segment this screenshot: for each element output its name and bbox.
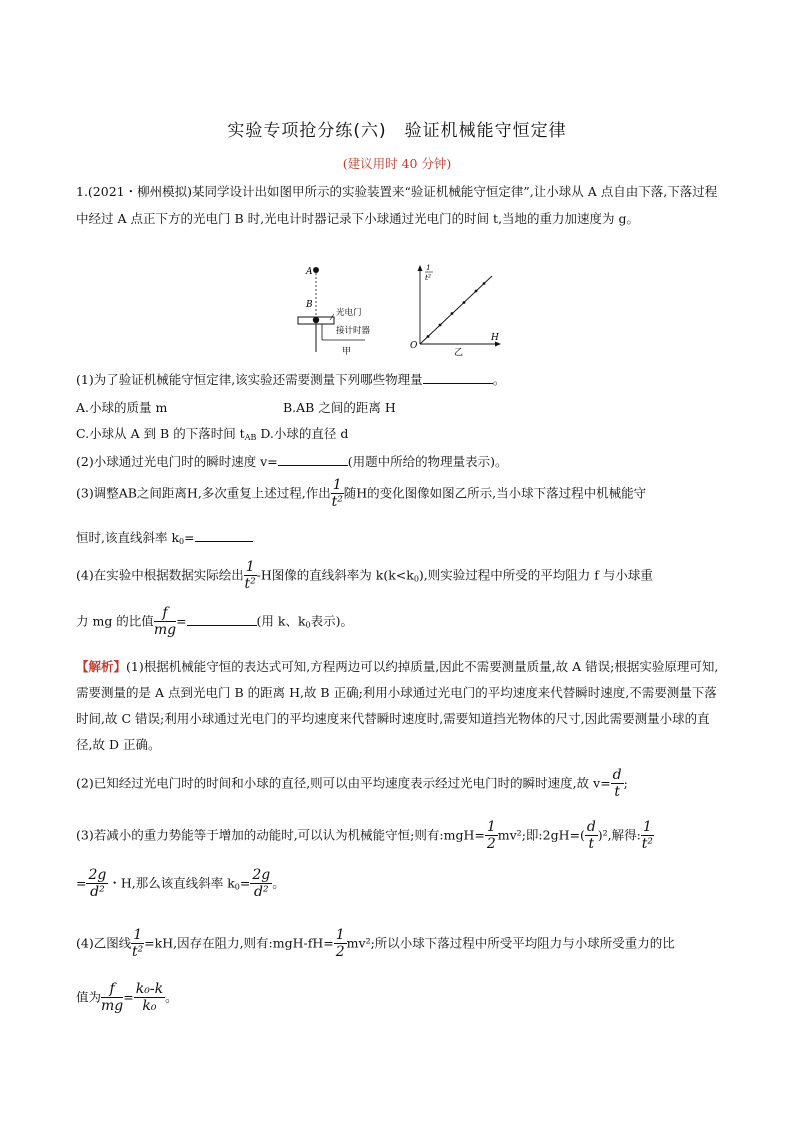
point-a [313, 267, 319, 273]
option-a: A.小球的质量 m [76, 400, 168, 415]
origin-o: O [410, 341, 418, 351]
data-point [463, 301, 466, 304]
ball [313, 317, 319, 323]
analysis-tag: 【解析】 [76, 659, 127, 674]
figure-yi [406, 262, 506, 357]
fraction-1-over-t2: $\frac{1}{\text{t²}}$ [132, 927, 144, 960]
ylabel-den: t² [425, 273, 432, 282]
page-title: 实验专项抢分练(六) 验证机械能守恒定律 [227, 121, 567, 141]
suggested-time: (建议用时 40 分钟) [342, 156, 452, 171]
analysis-3: (3)若减小的重力势能等于增加的动能时,可以认为机械能守恒;则有:mgH= $\frac{1}{2}$ mv²;即:2gH=( $\frac{d}{t}$ )²,解得: $\frac{1}{\text{t²}}$ [76, 819, 653, 852]
data-point [439, 324, 442, 327]
analysis-1: 【解析】(1)根据机械能守恒的表达式可知,方程两边可以约掉质量,因此不需要测量质量,故 A 错误;根据实验原理可知,需要测量的是 A 点到光电门 B 的距离 H,故 B 正确;利用小球通过光电门的平均速度来代替瞬时速度,不需要测量下落时间,故 C 错误;利用小球通过光电门的平均速度来代替瞬时速度时,需要知道挡光物体的尺寸,因此需要测量小球的直径,故 D 正确。 [76, 659, 719, 752]
data-point [483, 282, 486, 285]
question-stem: 1.(2021・柳州模拟)某同学设计出如图甲所示的实验装置来“验证机械能守恒定律”,让小球从 A 点自由下落,下落过程中经过 A 点正下方的光电门 B 时,光电计时器记录下小球通过光电门的时间 t,当地的重力加速度为 g。 [76, 184, 718, 226]
subquestion-3: (3)调整AB之间距离H,多次重复上述过程,作出 $\frac{1}{\text{t²}}$ 随H的变化图像如图乙所示,当小球下落过程中机械能守 [76, 477, 647, 510]
fraction-1-over-2: $\frac{1}{2}$ [335, 927, 345, 960]
answer-blank-1[interactable] [423, 371, 493, 384]
fraction-2g-over-d2: $\frac{2g}{\text{d²}}$ [88, 867, 107, 900]
fraction-d-over-t: $\frac{d}{t}$ [586, 819, 596, 852]
analysis-2: (2)已知经过光电门时的时间和小球的直径,则可以由平均速度表示经过光电门时的瞬时速度,故 v= $\frac{d}{t}$ ; [76, 767, 628, 800]
caption-jia: 甲 [342, 347, 352, 357]
fraction-d-over-t: $\frac{d}{t}$ [612, 767, 622, 800]
fit-line [420, 276, 492, 344]
label-photogate: 光电门 [336, 308, 362, 318]
subquestion-4: (4)在实验中根据数据实际绘出 $\frac{1}{\text{t²}}$ -H图像的直线斜率为 $k(k<k_0)$,则实验过程中所受的平均阻力 f 与小球重 [76, 559, 653, 592]
caption-yi: 乙 [454, 348, 464, 357]
xlabel-h: H [491, 333, 499, 343]
ylabel-num: 1 [426, 263, 431, 272]
option-c: C.小球从 A 到 B 的下落时间 $t_{AB}$ D.小球的直径 d [76, 426, 349, 442]
option-b: B.AB 之间的距离 H [283, 400, 396, 415]
fraction-f-over-mg: $\frac{f}{mg}$ [153, 605, 177, 638]
answer-blank-3[interactable] [195, 529, 253, 542]
data-point [451, 312, 454, 315]
analysis-4: (4)乙图线 $\frac{1}{\text{t²}}$ =kH,因存在阻力,则有:mgH-fH= $\frac{1}{2}$ mv²;所以小球下落过程中所受平均阻力与小球所受重力的比 [76, 927, 675, 960]
subquestion-2: (2)小球通过光电门时的瞬时速度 v= (用题中所给的物理量表示)。 [76, 454, 508, 469]
answer-blank-2[interactable] [278, 453, 348, 466]
figure-jia [290, 262, 390, 357]
page: 实验专项抢分练(六) 验证机械能守恒定律 (建议用时 40 分钟) 1.(2021・柳州模拟)某同学设计出如图甲所示的实验装置来“验证机械能守恒定律”,让小球从 A 点自由下落,下落过程中经过 A 点正下方的光电门 B 时,光电计时器记录下小球通过光电门的时间 t,当地的重力加速度为 g。 A B 光电门 接计时器 甲 1 t² H O 乙 (1)为了验证机械能守恒定律,该实验还需要测量下列哪些物理量 。 A.小球的质量 m B.AB 之间的距离 H C.小球从 A 到 B 的下落时间 $t_{AB}$ D.小球的直径 d (2)小球通过光电门时的瞬时速度 v= (用题中所给的物理量表示)。 (3)调整AB之间距离H,多次重复上述过程,作出 $\frac{1}{\text{t²}}$ 随H的变化图像如图乙所示,当小球下落过程中机械能守 恒时,该直线斜率 $k_0=$ (4)在实验中根据数据实际绘出 $\frac{1}{\text{t²}}$ -H图像的直线斜率为 $k(k<k_0)$,则实验过程中所受的平均阻力 f 与小球重 力 mg 的比值 $\frac{f}{mg}$ = (用 k、$k_0$表示)。 【解析】(1)根据机械能守恒的表达式可知,方程两边可以约掉质量,因此不需要测量质量,故 A 错误;根据实验原理可知,需要测量的是 A 点到光电门 B 的距离 H,故 B 正确;利用小球通过光电门的平均速度来代替瞬时速度,不需要测量下落时间,故 C 错误;利用小球通过光电门的平均速度来代替瞬时速度时,需要知道挡光物体的尺寸,因此需要测量小球的直径,故 D 正确。 (2)已知经过光电门时的时间和小球的直径,则可以由平均速度表示经过光电门时的瞬时速度,故 v= $\frac{d}{t}$ ; (3)若减小的重力势能等于增加的动能时,可以认为机械能守恒;则有:mgH= $\frac{1}{2}$ mv²;即:2gH=( $\frac{d}{t}$ )²,解得: $\frac{1}{\text{t²}}$ = $\frac{2g}{\text{d²}}$ ・H,那么该直线斜率 $k_0=$ $\frac{2g}{\text{d²}}$ 。 (4)乙图线 $\frac{1}{\text{t²}}$ =kH,因存在阻力,则有:mgH-fH= $\frac{1}{2}$ mv²;所以小球下落过程中所受平均阻力与小球所受重力的比 值为 $\frac{f}{mg}$ = $\frac{\text{k₀-k}}{\text{k₀}}$ 。 [0, 0, 794, 1123]
fraction-1-over-t2: $\frac{1}{\text{t²}}$ [641, 819, 653, 852]
data-point [475, 290, 478, 293]
label-a: A [306, 267, 313, 277]
fraction-2g-over-d2: $\frac{2g}{\text{d²}}$ [252, 867, 271, 900]
subquestion-1: (1)为了验证机械能守恒定律,该实验还需要测量下列哪些物理量 。 [76, 372, 506, 387]
fraction-k0-minus-k-over-k0: $\frac{\text{k₀-k}}{\text{k₀}}$ [135, 981, 164, 1014]
fraction-1-over-t2: $\frac{1}{\text{t²}}$ [331, 477, 343, 510]
fraction-1-over-t2: $\frac{1}{\text{t²}}$ [244, 559, 256, 592]
option-d: D.小球的直径 d [260, 426, 349, 441]
data-point [427, 335, 430, 338]
label-b: B [306, 300, 313, 310]
fraction-f-over-mg: $\frac{f}{mg}$ [101, 981, 124, 1014]
fraction-1-over-2: $\frac{1}{2}$ [486, 819, 496, 852]
label-timer: 接计时器 [336, 326, 371, 336]
answer-blank-4[interactable] [187, 613, 257, 626]
